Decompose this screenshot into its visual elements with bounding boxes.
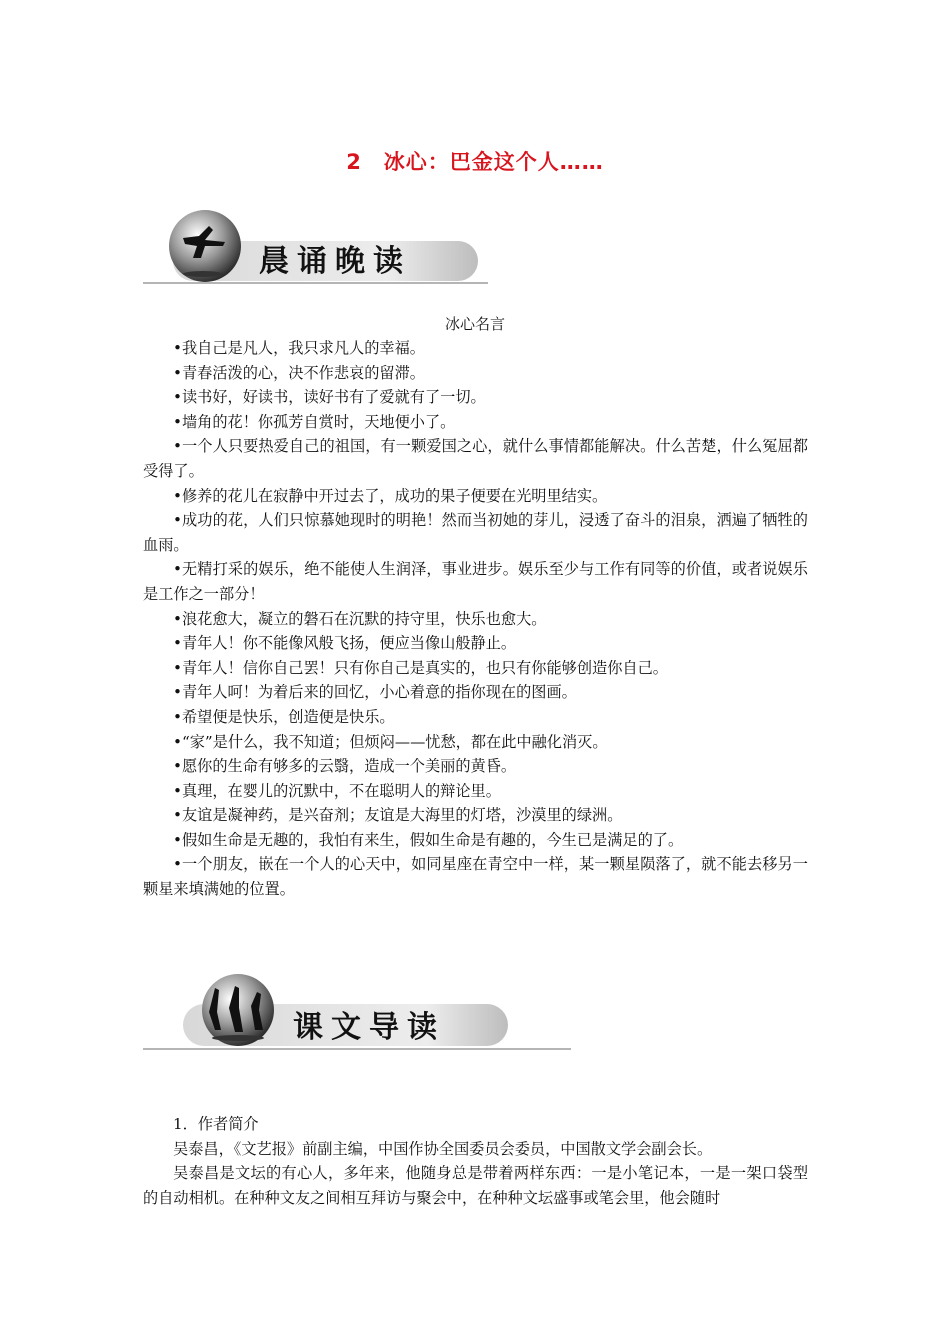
quotes-caption: 冰心名言 bbox=[444, 315, 505, 333]
quote-item: •青春活泼的心，决不作悲哀的留滞。 bbox=[173, 363, 425, 382]
quote-item: •我自己是凡人，我只求凡人的幸福。 bbox=[173, 339, 425, 357]
author-intro-section bbox=[143, 1112, 808, 1210]
intro-paragraph: 吴泰昌是文坛的有心人，多年来，他随身总是带着两样东西：一是小笔记本，一是一架口袋型的自动相机。在种种文友之间相互拜访与聚会中，在种种文坛盛事或笔会里，他会随时 bbox=[143, 1164, 808, 1207]
banner-label: 课文导读 bbox=[293, 1010, 445, 1045]
quote-item: •青年人！信你自己罢！只有你自己是真实的，也只有你能够创造你自己。 bbox=[173, 658, 668, 677]
quote-item: •一个人只要热爱自己的祖国，有一颗爱国之心，就什么事情都能解决。什么苦楚，什么冤屈都受得了。 bbox=[143, 437, 808, 480]
quotes-list bbox=[143, 336, 808, 902]
quote-item: •青年人！你不能像风般飞扬，便应当像山般静止。 bbox=[173, 634, 517, 653]
quote-item: •墙角的花！你孤芳自赏时，天地便小了。 bbox=[173, 412, 456, 431]
quote-item: •友谊是凝神药，是兴奋剂；友谊是大海里的灯塔，沙漠里的绿洲。 bbox=[173, 806, 623, 825]
quote-item: •读书好，好读书，读好书有了爱就有了一切。 bbox=[173, 388, 486, 407]
quote-item: •一个朋友，嵌在一个人的心天中，如同星座在青空中一样，某一颗星陨落了，就不能去移另一颗星来填满她的位置。 bbox=[143, 855, 808, 899]
quote-item: •“家”是什么，我不知道；但烦闷——忧愁，都在此中融化消灭。 bbox=[173, 732, 608, 751]
quote-item: •成功的花，人们只惊慕她现时的明艳！然而当初她的芽儿，浸透了奋斗的泪泉，洒遍了牺牲的血雨。 bbox=[143, 511, 808, 554]
quote-item: •希望便是快乐，创造便是快乐。 bbox=[173, 707, 395, 726]
quote-item: •愿你的生命有够多的云翳，造成一个美丽的黄昏。 bbox=[173, 757, 517, 776]
quote-item: •真理，在婴儿的沉默中，不在聪明人的辩论里。 bbox=[173, 781, 501, 800]
section-heading: 1．作者简介 bbox=[173, 1115, 259, 1133]
quote-item: •修养的花儿在寂静中开过去了，成功的果子便要在光明里结实。 bbox=[173, 486, 608, 505]
quote-item: •假如生命是无趣的，我怕有来生，假如生命是有趣的，今生已是满足的了。 bbox=[173, 830, 684, 849]
banner-label: 晨诵晚读 bbox=[259, 244, 411, 279]
text-guide-banner bbox=[143, 968, 571, 1054]
quote-item: •青年人呵！为着后来的回忆，小心着意的指你现在的图画。 bbox=[173, 683, 577, 702]
page-title: 2 冰心：巴金这个人…… bbox=[346, 150, 604, 174]
intro-paragraph: 吴泰昌，《文艺报》前副主编，中国作协全国委员会委员，中国散文学会副会长。 bbox=[173, 1139, 713, 1158]
quote-item: •浪花愈大，凝立的磐石在沉默的持守里，快乐也愈大。 bbox=[173, 609, 547, 628]
quote-item: •无精打采的娱乐，绝不能使人生润泽，事业进步。娱乐至少与工作有同等的价值，或者说娱乐是工作之一部分！ bbox=[143, 560, 808, 603]
morning-reading-banner bbox=[143, 206, 488, 288]
